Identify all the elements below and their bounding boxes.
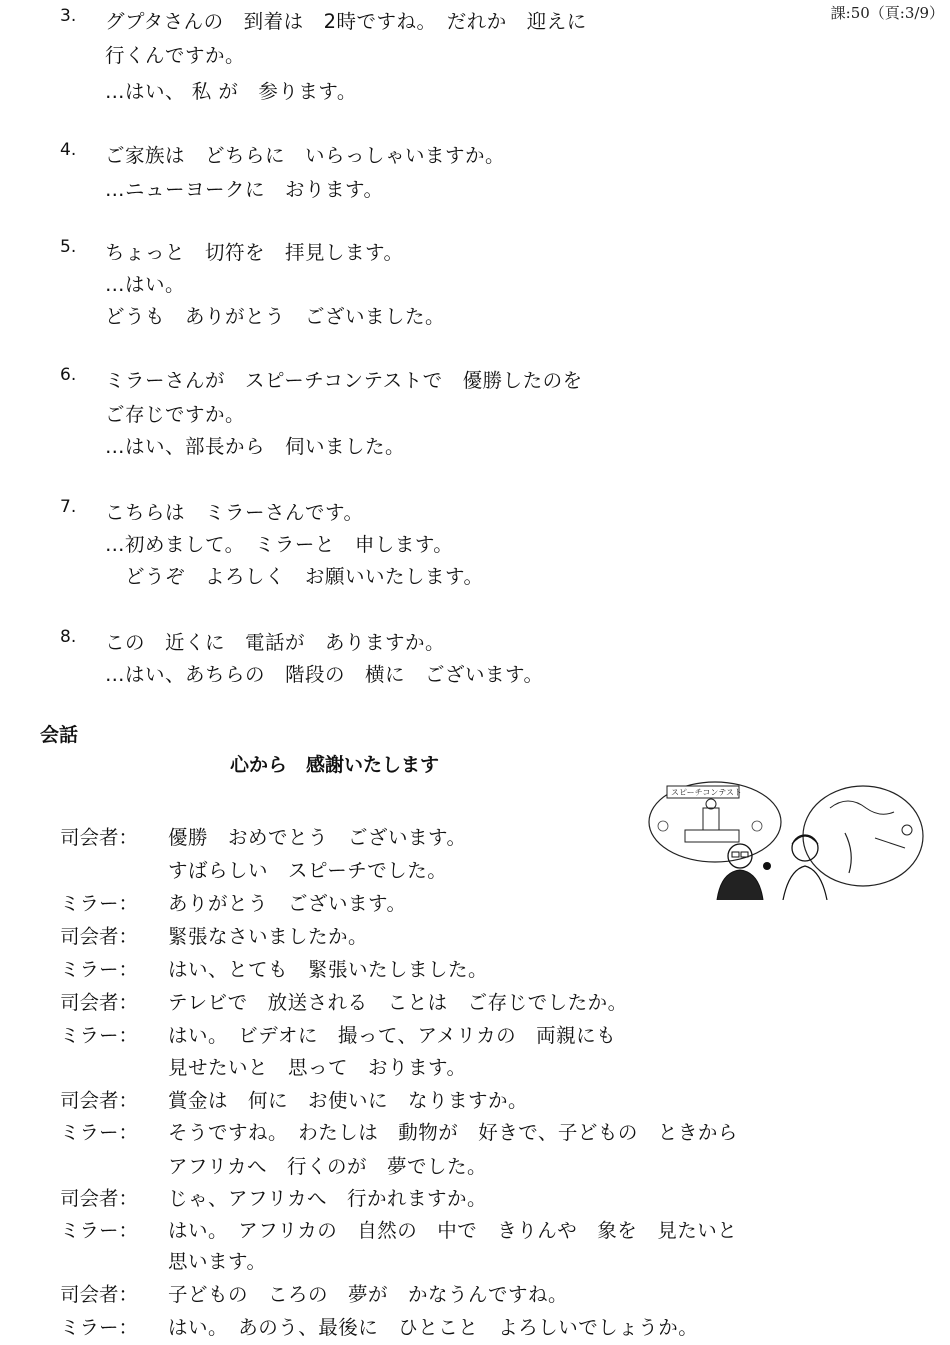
dialogue-text: はい。 あのう、最後に ひとこと よろしいでしょうか。 [168,1316,699,1339]
speaker-label: ミラー： [60,1121,139,1144]
dialogue-text: ありがとう ございます。 [168,892,407,915]
example-line: この 近くに 電話が ありますか。 [105,631,446,654]
dialogue-text: 思います。 [168,1250,267,1273]
example-line: 行くんですか。 [105,44,246,67]
dialogue-text: すばらしい スピーチでした。 [168,859,448,882]
speaker-label: 司会者： [60,826,139,849]
dialogue-text: アフリカへ 行くのが 夢でした。 [168,1155,488,1178]
example-line: ご存じですか。 [105,403,246,426]
dialogue-text: 見せたいと 思って おります。 [168,1056,467,1079]
example-line: グプタさんの 到着は 2時ですね。 だれか 迎えに [105,10,587,33]
speaker-label: 司会者： [60,1089,139,1112]
speaker-label: ミラー： [60,892,139,915]
example-line: …ニューヨークに おります。 [105,178,384,201]
example-line: …はい、部長から 伺いました。 [105,435,406,458]
dialogue-text: テレビで 放送される ことは ご存じでしたか。 [168,991,628,1014]
example-number: 5. [60,237,77,257]
speaker-label: ミラー： [60,1219,139,1242]
example-number: 7. [60,497,77,517]
dialogue-text: 優勝 おめでとう ございます。 [168,826,467,849]
contest-sign-text: スピーチコンテスト [671,788,743,797]
example-line: …はい。 [105,273,186,296]
conversation-title: 心から 感謝いたします [230,754,440,776]
example-line: ちょっと 切符を 拝見します。 [105,241,404,264]
example-number: 4. [60,140,77,160]
dialogue-text: 緊張なさいましたか。 [168,925,369,948]
speaker-label: ミラー： [60,958,139,981]
example-line: …はい、あちらの 階段の 横に ございます。 [105,663,544,686]
dialogue-text: 子どもの ころの 夢が かなうんですね。 [168,1283,569,1306]
section-heading-kaiwa: 会話 [40,724,79,746]
example-line: どうも ありがとう ございました。 [105,305,446,328]
example-line: …初めまして。 ミラーと 申します。 [105,533,454,556]
example-line: どうぞ よろしく お願いいたします。 [105,565,484,588]
speaker-label: 司会者： [60,991,139,1014]
example-line: こちらは ミラーさんです。 [105,501,364,524]
page-reference: 課:50（頁:3/9） [830,4,944,22]
dialogue-text: そうですね。 わたしは 動物が 好きで、子どもの ときから [168,1121,738,1144]
example-number: 8. [60,627,77,647]
speaker-label: 司会者： [60,1283,139,1306]
example-line: ご家族は どちらに いらっしゃいますか。 [105,144,506,167]
dialogue-text: はい。 アフリカの 自然の 中で きりんや 象を 見たいと [168,1219,738,1242]
example-line: ミラーさんが スピーチコンテストで 優勝したのを [105,369,583,392]
dialogue-text: はい。 ビデオに 撮って、アメリカの 両親にも [168,1024,617,1047]
example-number: 6. [60,365,77,385]
speech-contest-illustration [645,778,925,900]
speaker-label: 司会者： [60,1187,139,1210]
dialogue-text: じゃ、アフリカへ 行かれますか。 [168,1187,488,1210]
speaker-label: 司会者： [60,925,139,948]
example-line: …はい、 私 が 参ります。 [105,80,357,103]
dialogue-text: はい、とても 緊張いたしました。 [168,958,489,981]
speaker-label: ミラー： [60,1316,139,1339]
speaker-label: ミラー： [60,1024,139,1047]
example-number: 3. [60,6,77,26]
dialogue-text: 賞金は 何に お使いに なりますか。 [168,1089,529,1112]
